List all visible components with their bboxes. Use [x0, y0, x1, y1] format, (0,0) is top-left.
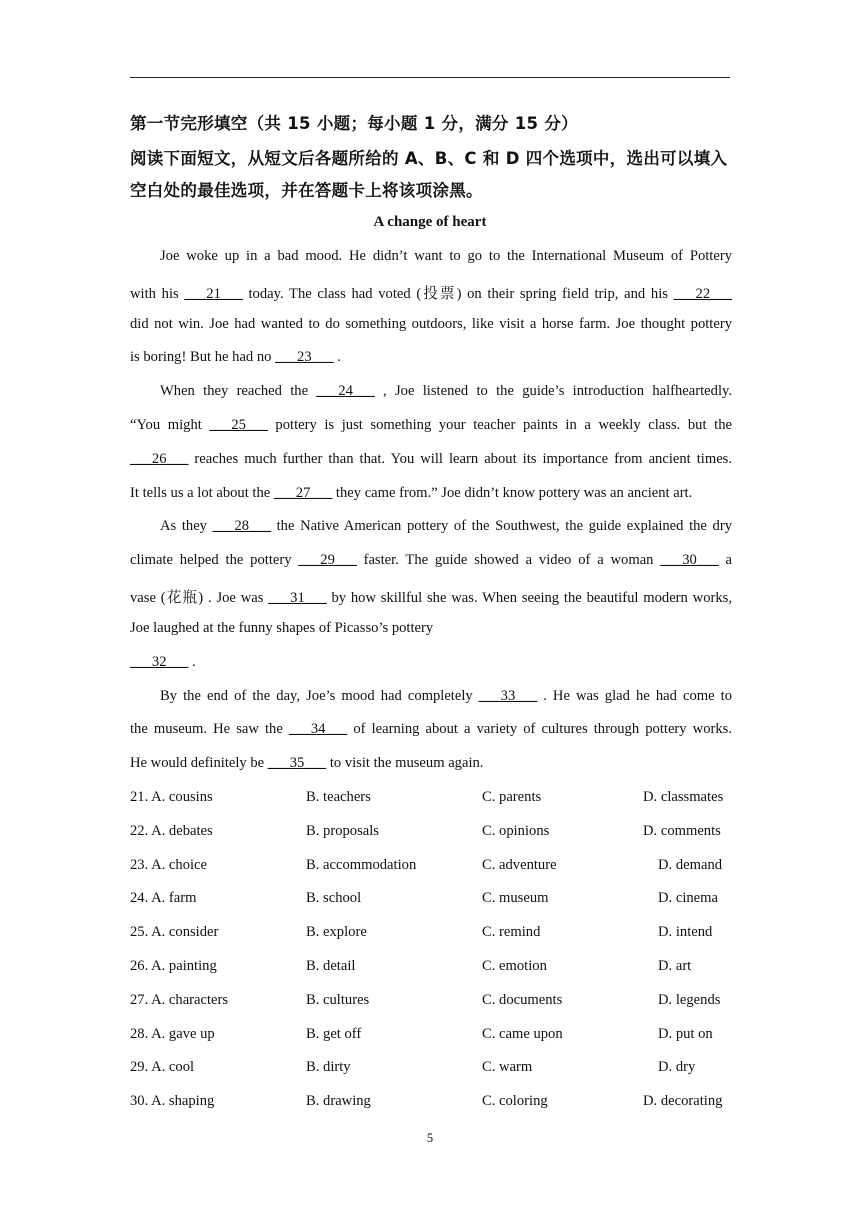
- passage-text: vase (花瓶) . Joe was: [130, 590, 269, 606]
- passage-text: Joe laughed at the funny shapes of Picasso’s pottery: [130, 620, 434, 636]
- passage-text: with his: [130, 286, 185, 302]
- option-d: D. decorating: [643, 1093, 723, 1109]
- answer-blank: ___25___: [209, 417, 268, 433]
- answer-blank: ___29___: [298, 552, 357, 568]
- option-d: D. cinema: [658, 890, 718, 906]
- option-a: 29. A. cool: [130, 1059, 195, 1075]
- passage-text: pottery is just something your teacher paints in a weekly class. but the: [267, 417, 732, 433]
- option-c: C. warm: [482, 1059, 533, 1075]
- option-a: 22. A. debates: [130, 823, 213, 839]
- passage-text: , Joe listened to the guide’s introduction halfheartedly.: [374, 383, 732, 399]
- passage-line: [130, 586, 732, 607]
- option-c: C. parents: [482, 789, 542, 805]
- passage-text: .: [188, 654, 196, 670]
- option-a: 28. A. gave up: [130, 1026, 215, 1042]
- instructions-line-1: 阅读下面短文，从短文后各题所给的 A、B、C 和 D 四个选项中，选出可以填入: [130, 149, 728, 168]
- passage-line: [130, 417, 732, 434]
- option-b: B. accommodation: [306, 857, 417, 873]
- option-a: 21. A. cousins: [130, 789, 213, 805]
- option-c: C. coloring: [482, 1093, 548, 1109]
- page-number: 5: [426, 1131, 434, 1145]
- option-b: B. dirty: [306, 1059, 351, 1075]
- passage-text: He would definitely be: [130, 755, 268, 771]
- answer-blank: ___33___: [478, 688, 538, 704]
- passage-line: [130, 620, 732, 637]
- option-b: B. get off: [306, 1026, 362, 1042]
- answer-blank: ___23___: [275, 349, 334, 365]
- passage-text: It tells us a lot about the: [130, 485, 274, 501]
- passage-line: [130, 451, 732, 468]
- passage-text: the museum. He saw the: [130, 721, 289, 737]
- answer-blank: ___30___: [660, 552, 719, 568]
- passage-text: to visit the museum again.: [326, 755, 484, 771]
- passage-text: they came from.” Joe didn’t know pottery was an ancient art.: [332, 485, 693, 501]
- option-d: D. demand: [658, 857, 723, 873]
- passage-text: “You might: [130, 417, 210, 433]
- passage-text: by how skillful she was. When seeing the beautiful modern works,: [326, 590, 732, 606]
- passage-text: As they: [160, 518, 213, 534]
- passage-text: faster. The guide showed a video of a woman: [356, 552, 661, 568]
- section-heading: 第一节完形填空（共 15 小题；每小题 1 分，满分 15 分）: [130, 114, 578, 133]
- passage-text: today. The class had voted (投票) on their spring field trip, and his: [242, 286, 674, 302]
- passage-line: [130, 485, 732, 502]
- answer-blank: ___31___: [268, 590, 327, 606]
- option-d: D. comments: [643, 823, 721, 839]
- passage-text: . He was glad he had come to: [537, 688, 732, 704]
- option-b: B. school: [306, 890, 362, 906]
- passage-line: [130, 316, 732, 333]
- option-b: B. explore: [306, 924, 367, 940]
- option-b: B. drawing: [306, 1093, 371, 1109]
- option-c: C. came upon: [482, 1026, 563, 1042]
- option-a: 30. A. shaping: [130, 1093, 215, 1109]
- instructions-line-2: 空白处的最佳选项，并在答题卡上将该项涂黑。: [130, 181, 483, 200]
- answer-blank: ___24___: [316, 383, 375, 399]
- passage-text: climate helped the pottery: [130, 552, 299, 568]
- passage-text: the Native American pottery of the Southwest, the guide explained the dry: [270, 518, 732, 534]
- passage-text: .: [333, 349, 341, 365]
- option-b: B. cultures: [306, 992, 370, 1008]
- passage-line: [130, 688, 732, 705]
- option-a: 23. A. choice: [130, 857, 208, 873]
- option-d: D. art: [658, 958, 692, 974]
- option-c: C. documents: [482, 992, 563, 1008]
- option-b: B. proposals: [306, 823, 379, 839]
- passage-line: [130, 248, 732, 265]
- option-c: C. opinions: [482, 823, 550, 839]
- passage-text: Joe woke up in a bad mood. He didn’t want to go to the International Museum of Pottery: [160, 248, 732, 264]
- passage-text: is boring! But he had no: [130, 349, 276, 365]
- option-c: C. remind: [482, 924, 541, 940]
- option-a: 27. A. characters: [130, 992, 229, 1008]
- answer-blank: ___34___: [288, 721, 348, 737]
- passage-text: By the end of the day, Joe’s mood had completely: [160, 688, 479, 704]
- option-c: C. museum: [482, 890, 549, 906]
- passage-text: of learning about a variety of cultures through pottery works.: [347, 721, 732, 737]
- answer-blank: ___28___: [212, 518, 271, 534]
- answer-blank: ___35___: [267, 755, 327, 771]
- answer-blank: ___21___: [184, 286, 243, 302]
- passage-line: [130, 755, 732, 772]
- option-c: C. emotion: [482, 958, 547, 974]
- answer-blank: ___22___: [673, 286, 732, 302]
- option-d: D. dry: [658, 1059, 696, 1075]
- passage-text: When they reached the: [160, 383, 317, 399]
- passage-line: [130, 721, 732, 738]
- option-c: C. adventure: [482, 857, 557, 873]
- passage-line: [130, 349, 732, 366]
- passage-line: [130, 518, 732, 535]
- option-d: D. put on: [658, 1026, 713, 1042]
- option-b: B. teachers: [306, 789, 371, 805]
- passage-text: reaches much further than that. You will learn about its importance from ancient times.: [188, 451, 732, 467]
- passage-line: [130, 552, 732, 569]
- option-b: B. detail: [306, 958, 356, 974]
- passage-title: A change of heart: [373, 214, 487, 230]
- passage-line: [130, 654, 732, 671]
- option-d: D. legends: [658, 992, 721, 1008]
- option-a: 26. A. painting: [130, 958, 217, 974]
- header-rule: [130, 77, 730, 78]
- option-d: D. classmates: [643, 789, 724, 805]
- option-a: 24. A. farm: [130, 890, 197, 906]
- passage-line: [130, 383, 732, 400]
- option-a: 25. A. consider: [130, 924, 219, 940]
- answer-blank: ___26___: [130, 451, 189, 467]
- passage-line: [130, 282, 732, 303]
- passage-text: did not win. Joe had wanted to do something outdoors, like visit a horse farm. Joe thought pottery: [130, 316, 732, 332]
- answer-blank: ___32___: [130, 654, 189, 670]
- passage-text: a: [718, 552, 733, 568]
- answer-blank: ___27___: [273, 485, 333, 501]
- option-d: D. intend: [658, 924, 713, 940]
